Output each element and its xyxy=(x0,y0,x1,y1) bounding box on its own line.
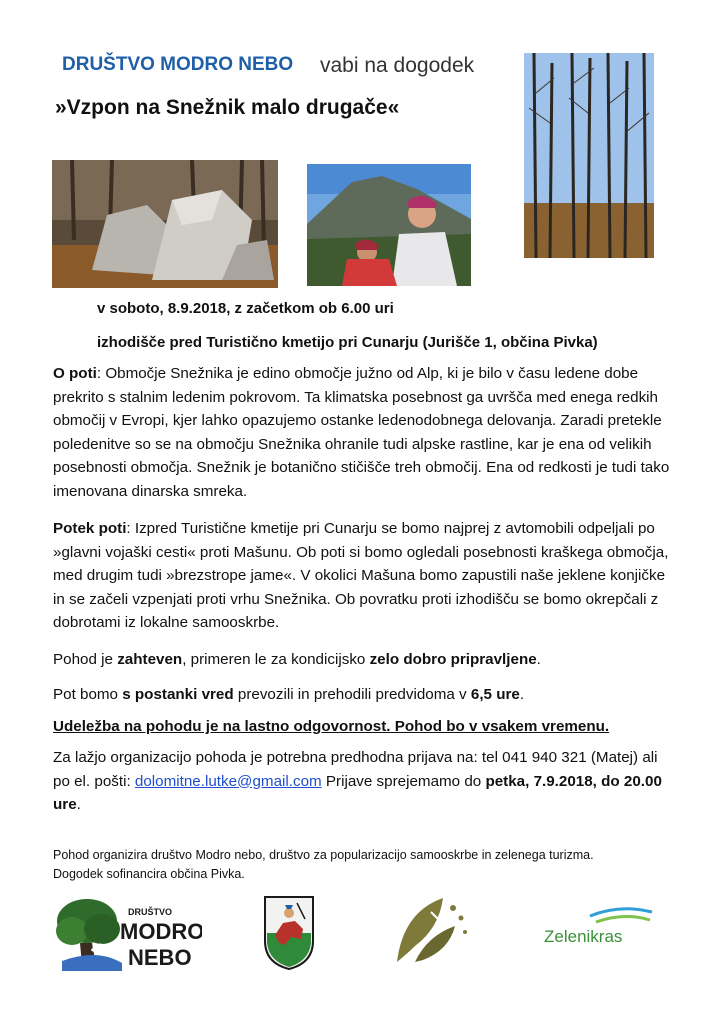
difficulty-text: , primeren le za kondicijsko xyxy=(182,651,370,668)
forest-photo xyxy=(524,53,654,258)
registration-text: Za lažjo organizacijo pohoda je potrebna predhodna prijava na: tel 041 940 321 (Matej) ali po el. pošti: xyxy=(53,749,658,790)
difficulty-text: . xyxy=(536,651,541,668)
pivka-coat-of-arms-icon xyxy=(261,893,317,971)
transport-text: . xyxy=(519,686,525,703)
logo-text: Zelenikras xyxy=(544,927,623,946)
registration-paragraph xyxy=(53,746,673,817)
about-label: O poti xyxy=(53,365,97,382)
registration-text: . xyxy=(76,796,81,813)
transport-text: prevozili in prehodili predvidoma v xyxy=(233,686,471,703)
email-link[interactable]: dolomitne.lutke@gmail.com xyxy=(134,772,322,790)
olive-leaf-logo xyxy=(393,892,475,968)
transport-emphasis: s postanki vred xyxy=(122,686,234,703)
route-paragraph xyxy=(53,517,673,635)
event-date: v soboto, 8.9.2018, z začetkom ob 6.00 uri xyxy=(97,300,394,317)
rocks-photo xyxy=(52,160,278,288)
invite-text: vabi na dogodek xyxy=(320,54,475,77)
transport-text: Pot bomo xyxy=(53,686,123,703)
about-paragraph xyxy=(53,362,673,503)
modro-nebo-logo xyxy=(52,893,202,973)
sponsor-note: Dogodek sofinancira občina Pivka. xyxy=(53,867,245,881)
duration: 6,5 ure xyxy=(470,686,520,703)
hikers-photo xyxy=(307,164,471,286)
logo-text-bot: NEBO xyxy=(128,945,192,970)
route-text: : Izpred Turistične kmetije pri Cunarju se bomo najprej z avtomobili odpeljali po »glavni vojaški cesti« proti Mašunu. Ob poti si bomo ogledali posebnosti kraškega območja, med drugim tudi »brezstrope jame«. V okolici Mašuna bomo zapustili naše jeklene konjičke in se začeli vzpenjati proti vrhu Snežnika. Ob povratku proti izhodišču se bomo okrepčali z dobrotami iz lokalne samooskrbe. xyxy=(53,520,669,631)
event-start-location: izhodišče pred Turistično kmetijo pri Cunarju (Jurišče 1, občina Pivka) xyxy=(97,334,598,351)
registration-deadline: petka, 7.9.2018, do 20.00 ure xyxy=(53,772,662,813)
fitness-requirement: zelo dobro pripravljene xyxy=(369,651,537,668)
difficulty-line xyxy=(53,648,673,672)
registration-text: Prijave sprejemamo do xyxy=(321,772,486,790)
logo-text-mid: MODRO xyxy=(120,919,202,944)
zeleni-kras-logo xyxy=(540,902,662,954)
event-title: »Vzpon na Snežnik malo drugače« xyxy=(55,96,400,119)
difficulty-level: zahteven xyxy=(117,651,183,668)
responsibility-notice: Udeležba na pohodu je na lastno odgovornost. Pohod bo v vsakem vremenu. xyxy=(53,718,610,735)
route-label: Potek poti xyxy=(53,520,127,537)
logo-text-top: DRUŠTVO xyxy=(128,907,173,917)
transport-line xyxy=(53,683,673,707)
about-text: : Območje Snežnika je edino območje južno od Alp, ki je bilo v času ledene dobe prekrito s stalnim ledenim pokrovom. Ta klimatska posebnost ga uvršča med enega redkih območij v Evropi, kjer lahko opazujemo ostanke ledenodobnega delovanja. Zaradi pretekle poledenitve so se na območju Snežnika ohranile tudi alpske rastline, kar je ena od velikih posebnosti območja. Snežnik je botanično stičišče treh območij. Ena od redkosti je tudi tako imenovana dinarska smreka. xyxy=(53,365,670,500)
organization-name: DRUŠTVO MODRO NEBO xyxy=(62,54,294,75)
difficulty-text: Pohod je xyxy=(53,651,118,668)
organizer-note: Pohod organizira društvo Modro nebo, društvo za popularizacijo samooskrbe in zelenega turizma. xyxy=(53,848,594,862)
